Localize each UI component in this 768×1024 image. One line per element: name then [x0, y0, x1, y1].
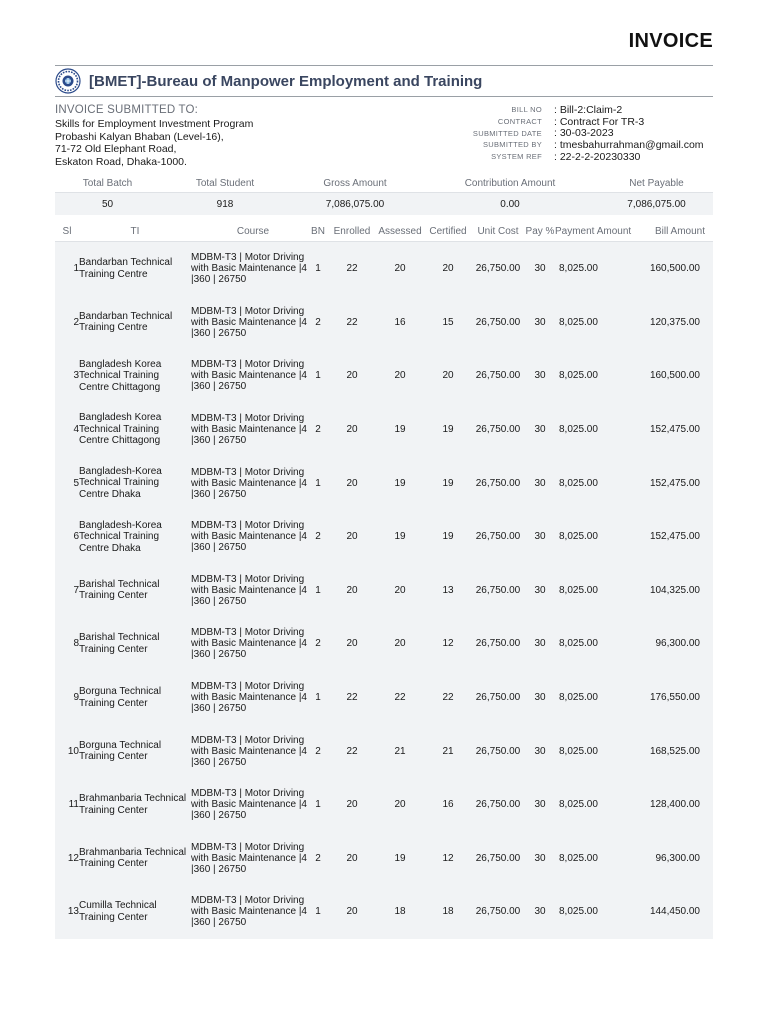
cell-unit-cost: 26,750.00	[475, 745, 521, 757]
organization-header	[55, 66, 482, 96]
cell-sl: 7	[73, 584, 79, 596]
cell-certified: 12	[442, 638, 454, 650]
cell-ti: Borguna Technical Training Center	[79, 686, 162, 709]
cell-course: MDBM-T3 | Motor Driving with Basic Maintenance |4 |360 | 26750	[191, 573, 307, 607]
cell-sl: 9	[73, 692, 79, 704]
cell-bill-amount: 176,550.00	[649, 692, 700, 704]
cell-payment-amount: 8,025.00	[559, 316, 598, 328]
invoice-title: INVOICE	[628, 30, 713, 52]
cell-assessed: 18	[394, 906, 406, 918]
items-body	[55, 242, 713, 939]
cell-enrolled: 22	[346, 263, 358, 275]
cell-certified: 13	[442, 584, 454, 596]
table-row	[55, 885, 713, 939]
cell-pay-percent: 30	[534, 638, 546, 650]
cell-bill-amount: 152,475.00	[649, 531, 700, 543]
cell-bill-amount: 160,500.00	[649, 370, 700, 382]
cell-sl: 11	[68, 799, 79, 811]
invoice-meta	[440, 104, 730, 162]
cell-enrolled: 22	[346, 745, 358, 757]
cell-assessed: 19	[394, 852, 406, 864]
cell-certified: 12	[442, 852, 454, 864]
table-row	[55, 564, 713, 618]
cell-bill-amount: 128,400.00	[649, 799, 700, 811]
cell-course: MDBM-T3 | Motor Driving with Basic Maintenance |4 |360 | 26750	[191, 252, 307, 286]
summary-value: 918	[216, 198, 234, 210]
meta-row-bill-no	[440, 104, 730, 116]
summary-header: Gross Amount	[323, 177, 387, 189]
column-header: Pay %	[525, 226, 555, 237]
items-header-row	[55, 222, 713, 242]
column-header: Enrolled	[333, 226, 371, 237]
cell-enrolled: 20	[346, 638, 358, 650]
summary-header: Net Payable	[629, 177, 684, 189]
cell-pay-percent: 30	[534, 531, 546, 543]
cell-pay-percent: 30	[534, 263, 546, 275]
cell-bn: 2	[315, 745, 321, 757]
cell-pay-percent: 30	[534, 745, 546, 757]
cell-payment-amount: 8,025.00	[559, 531, 598, 543]
cell-course: MDBM-T3 | Motor Driving with Basic Maintenance |4 |360 | 26750	[191, 734, 307, 768]
cell-ti: Brahmanbaria Technical Training Center	[79, 793, 187, 816]
cell-ti: Bangladesh Korea Technical Training Centre Chittagong	[79, 412, 162, 447]
cell-ti: Bangladesh-Korea Technical Training Centre Dhaka	[79, 519, 162, 554]
cell-unit-cost: 26,750.00	[475, 531, 521, 543]
cell-bn: 2	[315, 316, 321, 328]
cell-course: MDBM-T3 | Motor Driving with Basic Maintenance |4 |360 | 26750	[191, 841, 307, 875]
cell-certified: 19	[442, 531, 454, 543]
cell-assessed: 20	[394, 263, 406, 275]
submitted-to-address	[55, 118, 253, 168]
cell-ti: Barishal Technical Training Center	[79, 578, 160, 602]
cell-bn: 1	[315, 370, 321, 382]
cell-pay-percent: 30	[534, 316, 546, 328]
cell-unit-cost: 26,750.00	[475, 263, 521, 275]
cell-assessed: 22	[394, 692, 406, 704]
summary-value: 7,086,075.00	[627, 198, 686, 210]
table-row	[55, 510, 713, 564]
cell-certified: 18	[442, 906, 454, 918]
cell-bill-amount: 168,525.00	[649, 745, 700, 757]
summary-value: 0.00	[500, 198, 520, 210]
summary-value: 50	[101, 198, 114, 210]
cell-ti: Barishal Technical Training Center	[79, 632, 160, 655]
cell-sl: 3	[73, 370, 79, 382]
meta-key: SUBMITTED DATE	[472, 128, 542, 138]
cell-enrolled: 22	[346, 692, 358, 704]
bmet-logo-icon	[55, 68, 81, 94]
table-row	[55, 456, 713, 510]
cell-payment-amount: 8,025.00	[559, 692, 598, 704]
items-table	[55, 222, 713, 939]
column-header: BN	[311, 226, 325, 237]
cell-pay-percent: 30	[534, 584, 546, 596]
cell-enrolled: 20	[346, 424, 358, 436]
cell-unit-cost: 26,750.00	[475, 906, 521, 918]
summary-header: Total Batch	[82, 177, 133, 189]
cell-enrolled: 20	[346, 799, 358, 811]
cell-bill-amount: 152,475.00	[649, 424, 700, 436]
cell-payment-amount: 8,025.00	[559, 263, 598, 275]
cell-certified: 19	[442, 424, 454, 436]
address-line: 71-72 Old Elephant Road,	[55, 143, 177, 155]
cell-ti: Bangladesh-Korea Technical Training Centre Dhaka	[79, 465, 162, 500]
cell-ti: Brahmanbaria Technical Training Center	[79, 846, 187, 870]
cell-bn: 2	[315, 852, 321, 864]
cell-enrolled: 20	[346, 906, 358, 918]
cell-enrolled: 22	[346, 316, 358, 328]
cell-bn: 2	[315, 638, 321, 650]
cell-sl: 2	[73, 316, 79, 328]
cell-unit-cost: 26,750.00	[475, 584, 521, 596]
table-row	[55, 349, 713, 403]
table-row	[55, 832, 713, 886]
column-header: Assessed	[378, 226, 422, 237]
meta-key: SUBMITTED BY	[482, 140, 542, 150]
cell-pay-percent: 30	[534, 906, 546, 918]
cell-payment-amount: 8,025.00	[559, 638, 598, 650]
cell-bn: 2	[315, 424, 321, 436]
cell-ti: Bangladesh Korea Technical Training Centre Chittagong	[79, 358, 162, 393]
cell-pay-percent: 30	[534, 799, 546, 811]
cell-sl: 4	[73, 424, 79, 436]
meta-row-submitted-by	[440, 139, 730, 151]
cell-bn: 1	[315, 477, 321, 489]
address-line: Skills for Employment Investment Program	[55, 118, 254, 130]
cell-bill-amount: 96,300.00	[655, 638, 700, 650]
cell-bill-amount: 152,475.00	[649, 477, 700, 489]
cell-ti: Bandarban Technical Training Centre	[79, 257, 173, 280]
meta-value: : 22-2-2-20230330	[554, 150, 641, 163]
cell-assessed: 19	[394, 531, 406, 543]
meta-value: : Bill-2:Claim-2	[554, 103, 623, 116]
cell-sl: 6	[73, 531, 79, 543]
table-row	[55, 242, 713, 296]
cell-certified: 20	[442, 263, 454, 275]
cell-course: MDBM-T3 | Motor Driving with Basic Maintenance |4 |360 | 26750	[191, 627, 307, 661]
table-row	[55, 671, 713, 725]
cell-ti: Cumilla Technical Training Center	[79, 900, 157, 923]
cell-ti: Bandarban Technical Training Centre	[79, 310, 173, 334]
column-header: Course	[236, 226, 270, 237]
table-row	[55, 403, 713, 457]
cell-unit-cost: 26,750.00	[475, 799, 521, 811]
cell-unit-cost: 26,750.00	[475, 638, 521, 650]
organization-name: [BMET]-Bureau of Manpower Employment and Training	[89, 72, 483, 90]
cell-course: MDBM-T3 | Motor Driving with Basic Maintenance |4 |360 | 26750	[191, 788, 307, 822]
cell-sl: 13	[67, 906, 79, 918]
cell-unit-cost: 26,750.00	[475, 316, 521, 328]
cell-bn: 1	[315, 584, 321, 596]
cell-unit-cost: 26,750.00	[475, 370, 521, 382]
cell-payment-amount: 8,025.00	[559, 745, 598, 757]
cell-ti: Borguna Technical Training Center	[79, 739, 162, 763]
meta-row-submitted-date	[440, 127, 730, 139]
cell-assessed: 20	[394, 584, 406, 596]
summary-header-row	[55, 174, 713, 193]
column-header: Bill Amount	[654, 226, 705, 237]
cell-course: MDBM-T3 | Motor Driving with Basic Maintenance |4 |360 | 26750	[191, 895, 307, 929]
cell-certified: 22	[442, 692, 454, 704]
cell-certified: 21	[442, 745, 454, 757]
cell-sl: 5	[73, 477, 79, 489]
cell-certified: 20	[442, 370, 454, 382]
cell-bill-amount: 96,300.00	[655, 852, 700, 864]
summary-header: Contribution Amount	[464, 177, 556, 189]
cell-enrolled: 20	[346, 370, 358, 382]
cell-pay-percent: 30	[534, 477, 546, 489]
cell-certified: 19	[442, 477, 454, 489]
cell-bn: 1	[315, 692, 321, 704]
cell-sl: 1	[73, 263, 79, 275]
cell-bill-amount: 104,325.00	[649, 584, 700, 596]
cell-bill-amount: 160,500.00	[649, 263, 700, 275]
column-header: Unit Cost	[477, 226, 519, 237]
table-row	[55, 778, 713, 832]
column-header: Sl	[62, 226, 72, 237]
cell-pay-percent: 30	[534, 424, 546, 436]
meta-value: : Contract For TR-3	[554, 115, 645, 128]
summary-header: Total Student	[195, 177, 255, 189]
summary-table	[55, 174, 713, 215]
cell-assessed: 20	[394, 638, 406, 650]
cell-enrolled: 20	[346, 852, 358, 864]
cell-pay-percent: 30	[534, 370, 546, 382]
cell-enrolled: 20	[346, 584, 358, 596]
cell-course: MDBM-T3 | Motor Driving with Basic Maintenance |4 |360 | 26750	[191, 413, 307, 447]
summary-value: 7,086,075.00	[325, 198, 385, 210]
cell-certified: 16	[442, 799, 454, 811]
cell-bn: 1	[315, 906, 321, 918]
submitted-to-heading: INVOICE SUBMITTED TO:	[55, 104, 199, 116]
cell-payment-amount: 8,025.00	[559, 424, 598, 436]
cell-payment-amount: 8,025.00	[559, 906, 598, 918]
cell-assessed: 19	[394, 477, 406, 489]
cell-bn: 1	[315, 799, 321, 811]
cell-course: MDBM-T3 | Motor Driving with Basic Maintenance |4 |360 | 26750	[191, 359, 307, 393]
cell-unit-cost: 26,750.00	[475, 692, 521, 704]
cell-pay-percent: 30	[534, 692, 546, 704]
column-header: Certified	[429, 226, 467, 237]
cell-sl: 12	[67, 852, 79, 864]
cell-sl: 8	[73, 638, 79, 650]
table-row	[55, 724, 713, 778]
cell-assessed: 16	[394, 316, 406, 328]
table-row	[55, 296, 713, 350]
cell-payment-amount: 8,025.00	[559, 584, 598, 596]
address-line: Probashi Kalyan Bhaban (Level-16),	[55, 130, 224, 143]
cell-enrolled: 20	[346, 531, 358, 543]
cell-payment-amount: 8,025.00	[559, 799, 598, 811]
cell-bn: 2	[315, 531, 321, 543]
meta-key: CONTRACT	[497, 117, 542, 127]
meta-value: : tmesbahurrahman@gmail.com	[554, 138, 704, 151]
column-header: TI	[130, 225, 140, 237]
cell-sl: 10	[67, 745, 79, 757]
meta-key: SYSTEM REF	[491, 152, 542, 162]
address-line: Eskaton Road, Dhaka-1000.	[55, 155, 187, 168]
table-row	[55, 617, 713, 671]
cell-bn: 1	[315, 263, 321, 275]
cell-unit-cost: 26,750.00	[475, 477, 521, 489]
cell-enrolled: 20	[346, 477, 358, 489]
cell-bill-amount: 144,450.00	[649, 906, 700, 918]
cell-bill-amount: 120,375.00	[649, 316, 700, 328]
cell-course: MDBM-T3 | Motor Driving with Basic Maintenance |4 |360 | 26750	[191, 466, 307, 500]
cell-course: MDBM-T3 | Motor Driving with Basic Maintenance |4 |360 | 26750	[191, 681, 307, 715]
cell-payment-amount: 8,025.00	[559, 370, 598, 382]
summary-value-row	[55, 193, 713, 215]
cell-assessed: 20	[394, 799, 406, 811]
meta-row-system-ref	[440, 151, 730, 163]
column-header: Payment Amount	[555, 226, 632, 237]
meta-row-contract	[440, 116, 730, 128]
meta-value: : 30-03-2023	[554, 127, 614, 140]
cell-course: MDBM-T3 | Motor Driving with Basic Maintenance |4 |360 | 26750	[191, 305, 307, 339]
cell-assessed: 20	[394, 370, 406, 382]
cell-certified: 15	[442, 316, 454, 328]
cell-unit-cost: 26,750.00	[475, 424, 521, 436]
cell-assessed: 21	[394, 745, 406, 757]
cell-payment-amount: 8,025.00	[559, 852, 598, 864]
cell-pay-percent: 30	[534, 852, 546, 864]
cell-assessed: 19	[394, 424, 406, 436]
cell-payment-amount: 8,025.00	[559, 477, 598, 489]
header-divider-bottom	[55, 96, 713, 97]
cell-course: MDBM-T3 | Motor Driving with Basic Maintenance |4 |360 | 26750	[191, 520, 307, 554]
meta-key: BILL NO	[511, 105, 542, 115]
cell-unit-cost: 26,750.00	[475, 852, 521, 864]
